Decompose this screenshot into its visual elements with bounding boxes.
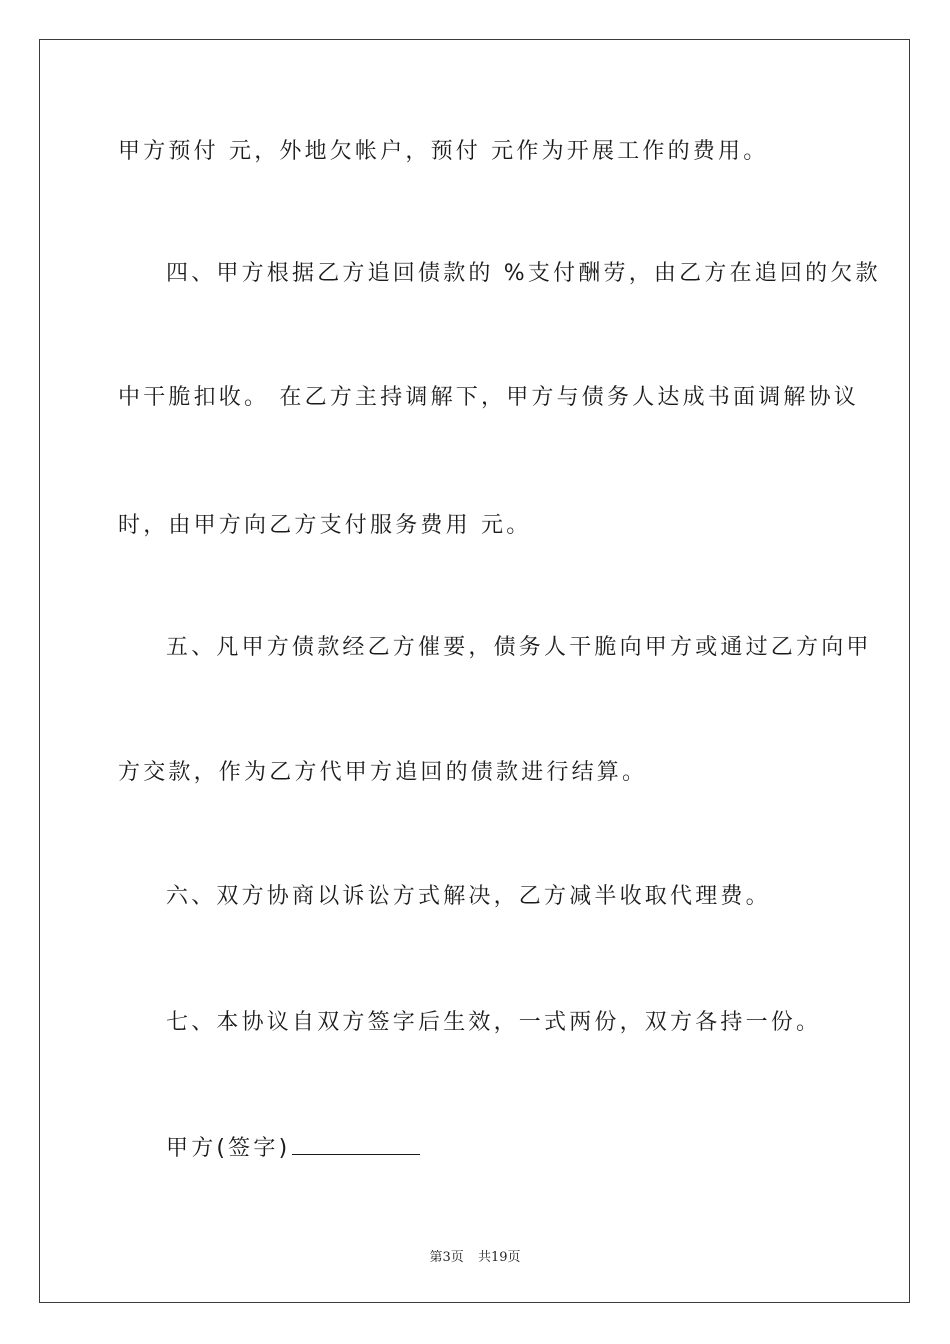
page-footer [0,1246,950,1265]
total-pages: 共19页 [477,1250,521,1265]
clause-four-line-1: 四、甲方根据乙方追回债款的 %支付酬劳，由乙方在追回的欠款 [166,261,881,286]
signature-line [166,1132,886,1164]
clause-four-line-3: 时，由甲方向乙方支付服务费用 元。 [118,513,532,538]
page-number: 第3页 [429,1250,464,1265]
clause-six: 六、双方协商以诉讼方式解决，乙方减半收取代理费。 [166,884,771,909]
signature-field[interactable] [292,1132,420,1155]
clause-five-line-1: 五、凡甲方债款经乙方催要，债务人干脆向甲方或通过乙方向甲 [166,635,872,660]
paragraph-line-1: 甲方预付 元，外地欠帐户，预付 元作为开展工作的费用。 [118,139,769,164]
clause-seven: 七、本协议自双方签字后生效，一式两份，双方各持一份。 [166,1010,822,1035]
signature-label: 甲方(签字) [166,1136,291,1161]
page-border [39,39,910,1303]
clause-five-line-2: 方交款，作为乙方代甲方追回的债款进行结算。 [118,760,648,785]
clause-four-line-2: 中干脆扣收。 在乙方主持调解下，甲方与债务人达成书面调解协议 [118,385,859,410]
